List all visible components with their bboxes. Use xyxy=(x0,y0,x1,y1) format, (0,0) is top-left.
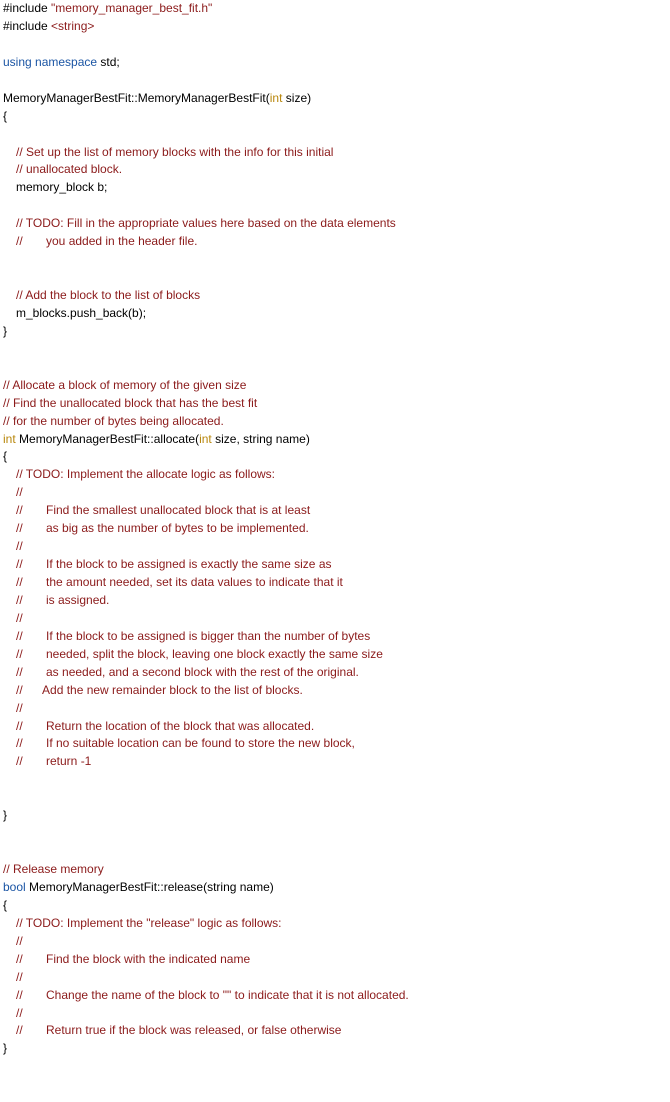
code-text: size) xyxy=(282,90,312,105)
code-line xyxy=(3,538,409,556)
code-comment: // TODO: Fill in the appropriate values here based on the data elements xyxy=(16,216,396,231)
code-line xyxy=(3,18,409,36)
code-line xyxy=(3,610,409,628)
code-comment: // Change the name of the block to "" to indicate that it is not allocated. xyxy=(16,987,409,1002)
code-line xyxy=(3,753,409,771)
code-text: size, string name) xyxy=(211,431,310,446)
code-preprocessor: #include xyxy=(3,18,52,33)
code-line xyxy=(3,771,409,789)
code-listing xyxy=(3,0,409,1058)
code-comment: // needed, split the block, leaving one block exactly the same size xyxy=(16,646,383,661)
code-line xyxy=(3,700,409,718)
code-line xyxy=(3,879,409,897)
code-line xyxy=(3,0,409,18)
code-line xyxy=(3,969,409,987)
code-line xyxy=(3,54,409,72)
code-comment: // Allocate a block of memory of the given size xyxy=(3,377,247,392)
code-line xyxy=(3,161,409,179)
code-line xyxy=(3,269,409,287)
code-comment: // If no suitable location can be found to store the new block, xyxy=(16,736,355,751)
code-line xyxy=(3,628,409,646)
code-line xyxy=(3,1040,409,1058)
code-keyword: using namespace xyxy=(3,54,98,69)
code-line xyxy=(3,915,409,933)
code-line xyxy=(3,843,409,861)
code-comment: // is assigned. xyxy=(16,592,110,607)
code-line xyxy=(3,682,409,700)
code-line xyxy=(3,179,409,197)
code-comment: // xyxy=(16,1005,23,1020)
code-comment: // for the number of bytes being allocated. xyxy=(3,413,224,428)
code-comment: // Set up the list of memory blocks with the info for this initial xyxy=(16,144,334,159)
code-line xyxy=(3,520,409,538)
code-string: "memory_manager_best_fit.h" xyxy=(51,1,213,15)
code-comment: // you added in the header file. xyxy=(16,234,198,249)
code-comment: // Add the new remainder block to the list of blocks. xyxy=(16,682,303,697)
code-comment: // xyxy=(16,933,23,948)
code-type: int xyxy=(199,431,212,446)
code-line xyxy=(3,897,409,915)
code-line xyxy=(3,359,409,377)
code-line xyxy=(3,807,409,825)
code-line xyxy=(3,664,409,682)
code-string: <string> xyxy=(51,18,95,33)
code-line xyxy=(3,825,409,843)
code-line xyxy=(3,646,409,664)
code-comment: // If the block to be assigned is exactly the same size as xyxy=(16,557,332,572)
code-line xyxy=(3,1022,409,1040)
code-type: int xyxy=(3,431,16,446)
code-line xyxy=(3,861,409,879)
code-comment: // Add the block to the list of blocks xyxy=(16,288,201,302)
code-text: } xyxy=(3,808,8,823)
code-comment: // xyxy=(16,610,23,625)
code-text: { xyxy=(3,108,8,123)
code-comment: // xyxy=(16,700,23,715)
code-comment: // xyxy=(16,485,23,500)
code-preprocessor: #include xyxy=(3,1,52,15)
code-line xyxy=(3,502,409,520)
code-text: m_blocks.push_back(b); xyxy=(16,305,147,320)
code-comment: // Find the unallocated block that has the best fit xyxy=(3,395,258,410)
code-line xyxy=(3,933,409,951)
code-line xyxy=(3,251,409,269)
code-comment: // the amount needed, set its data values to indicate that it xyxy=(16,575,343,589)
code-comment: // If the block to be assigned is bigger than the number of bytes xyxy=(16,628,371,643)
code-line xyxy=(3,431,409,449)
code-line xyxy=(3,556,409,574)
code-line xyxy=(3,718,409,736)
code-line xyxy=(3,197,409,215)
code-line xyxy=(3,72,409,90)
code-line xyxy=(3,215,409,233)
code-text: MemoryManagerBestFit::allocate( xyxy=(15,431,200,446)
code-line xyxy=(3,592,409,610)
code-line xyxy=(3,789,409,807)
code-type: int xyxy=(269,90,283,105)
code-line xyxy=(3,90,409,108)
code-line xyxy=(3,1005,409,1023)
code-text: memory_block b; xyxy=(16,180,108,195)
code-line xyxy=(3,287,409,305)
code-text: MemoryManagerBestFit::release(string name) xyxy=(25,879,274,894)
code-line xyxy=(3,341,409,359)
code-line xyxy=(3,735,409,753)
code-text: } xyxy=(3,323,8,338)
code-comment: // as needed, and a second block with the rest of the original. xyxy=(16,664,359,679)
code-line xyxy=(3,108,409,126)
code-comment: // as big as the number of bytes to be implemented. xyxy=(16,521,309,536)
code-line xyxy=(3,377,409,395)
code-line xyxy=(3,233,409,251)
code-text: MemoryManagerBestFit::MemoryManagerBestFit( xyxy=(3,90,270,105)
code-comment: // TODO: Implement the "release" logic as follows: xyxy=(16,915,282,930)
code-line xyxy=(3,448,409,466)
code-text: { xyxy=(3,897,8,912)
code-line xyxy=(3,413,409,431)
code-text: } xyxy=(3,1041,8,1056)
code-text: { xyxy=(3,449,8,464)
code-keyword: bool xyxy=(3,879,26,894)
code-comment: // Find the smallest unallocated block that is at least xyxy=(16,503,311,518)
code-line xyxy=(3,305,409,323)
code-line xyxy=(3,395,409,413)
code-comment: // Return true if the block was released, or false otherwise xyxy=(16,1023,342,1038)
code-line xyxy=(3,144,409,162)
code-comment: // xyxy=(16,539,23,554)
code-comment: // Return the location of the block that was allocated. xyxy=(16,718,315,733)
code-line xyxy=(3,36,409,54)
code-comment: // return -1 xyxy=(16,754,92,769)
code-line xyxy=(3,951,409,969)
code-line xyxy=(3,466,409,484)
code-comment: // TODO: Implement the allocate logic as follows: xyxy=(16,467,276,482)
code-comment: // unallocated block. xyxy=(16,162,123,177)
code-line xyxy=(3,323,409,341)
code-line xyxy=(3,574,409,592)
code-line xyxy=(3,484,409,502)
code-comment: // Release memory xyxy=(3,862,104,876)
code-line xyxy=(3,987,409,1005)
code-comment: // Find the block with the indicated name xyxy=(16,951,251,966)
code-line xyxy=(3,126,409,144)
code-text: std; xyxy=(97,54,120,69)
code-comment: // xyxy=(16,969,23,984)
